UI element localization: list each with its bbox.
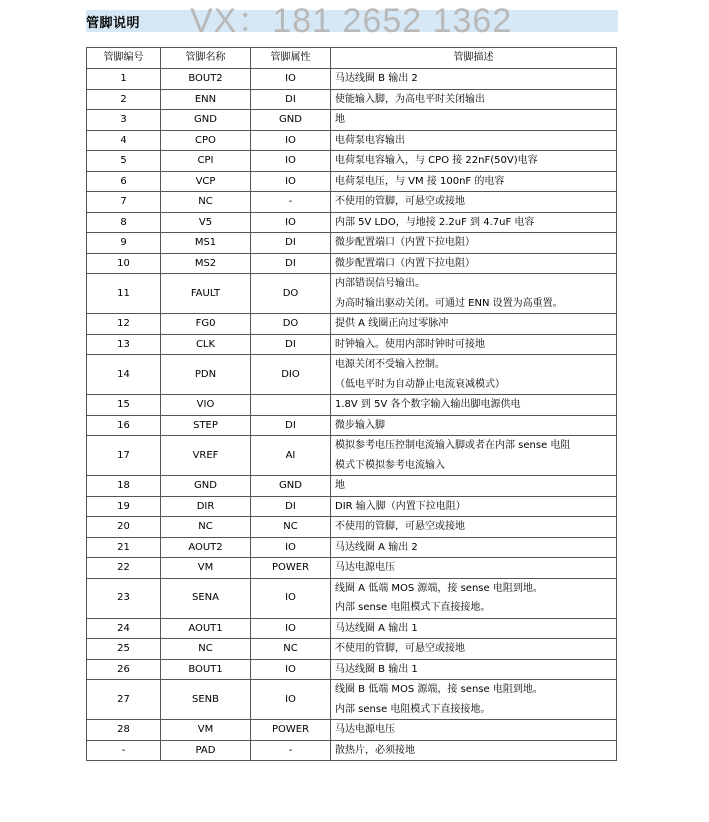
- description-line: 电源关闭不受输入控制。: [335, 359, 445, 370]
- cell-pin-number: -: [87, 740, 161, 761]
- description-line: 不使用的管脚，可悬空或接地: [335, 521, 465, 532]
- cell-pin-attribute: IO: [251, 69, 331, 90]
- cell-pin-number: 4: [87, 130, 161, 151]
- cell-pin-number: 16: [87, 415, 161, 436]
- cell-pin-attribute: -: [251, 740, 331, 761]
- cell-pin-name: MS2: [161, 253, 251, 274]
- cell-pin-name: CPI: [161, 151, 251, 172]
- description-line: 1.8V 到 5V 各个数字输入输出脚电源供电: [335, 399, 521, 410]
- cell-pin-name: NC: [161, 192, 251, 213]
- table-row: [87, 110, 617, 131]
- description-line: 电荷泵电压，与 VM 接 100nF 的电容: [335, 175, 505, 187]
- cell-pin-number: 2: [87, 89, 161, 110]
- cell-pin-number: 13: [87, 334, 161, 355]
- cell-pin-description: [331, 89, 617, 110]
- header-pin-number: 管脚编号: [87, 48, 161, 69]
- cell-pin-attribute: GND: [251, 476, 331, 497]
- table-row: [87, 436, 617, 476]
- cell-pin-number: 12: [87, 314, 161, 335]
- header-pin-description: 管脚描述: [331, 48, 617, 69]
- cell-pin-description: [331, 639, 617, 660]
- cell-pin-name: CPO: [161, 130, 251, 151]
- cell-pin-name: BOUT2: [161, 69, 251, 90]
- cell-pin-number: 10: [87, 253, 161, 274]
- cell-pin-number: 5: [87, 151, 161, 172]
- cell-pin-description: [331, 334, 617, 355]
- cell-pin-name: VM: [161, 720, 251, 741]
- cell-pin-description: [331, 517, 617, 538]
- cell-pin-attribute: IO: [251, 151, 331, 172]
- cell-pin-description: [331, 578, 617, 618]
- cell-pin-attribute: DO: [251, 274, 331, 314]
- cell-pin-description: [331, 680, 617, 720]
- table-row: [87, 334, 617, 355]
- cell-pin-name: NC: [161, 517, 251, 538]
- cell-pin-number: 8: [87, 212, 161, 233]
- cell-pin-attribute: DI: [251, 89, 331, 110]
- cell-pin-name: V5: [161, 212, 251, 233]
- table-row: [87, 740, 617, 761]
- table-row: [87, 355, 617, 395]
- description-line: 线圈 B 低端 MOS 源端，接 sense 电阻到地。: [335, 684, 543, 695]
- cell-pin-description: [331, 274, 617, 314]
- description-line: （低电平时为自动静止电流衰减模式）: [335, 378, 505, 390]
- description-line: 使能输入脚，为高电平时关闭输出: [335, 93, 485, 105]
- cell-pin-name: AOUT1: [161, 618, 251, 639]
- description-line: 电荷泵电容输出: [335, 134, 405, 146]
- cell-pin-attribute: DI: [251, 496, 331, 517]
- cell-pin-attribute: IO: [251, 578, 331, 618]
- description-line: 提供 A 线圈正向过零脉冲: [335, 318, 449, 329]
- cell-pin-attribute: DI: [251, 253, 331, 274]
- cell-pin-attribute: DI: [251, 415, 331, 436]
- table-row: [87, 659, 617, 680]
- table-row: [87, 274, 617, 314]
- watermark: VX：181 2652 1362: [190, 2, 513, 40]
- cell-pin-number: 27: [87, 680, 161, 720]
- cell-pin-number: 20: [87, 517, 161, 538]
- cell-pin-name: GND: [161, 110, 251, 131]
- cell-pin-number: 18: [87, 476, 161, 497]
- cell-pin-description: [331, 355, 617, 395]
- description-line: 地: [335, 114, 345, 125]
- cell-pin-name: AOUT2: [161, 537, 251, 558]
- description-line: 线圈 A 低端 MOS 源端，接 sense 电阻到地。: [335, 582, 543, 594]
- cell-pin-description: [331, 618, 617, 639]
- cell-pin-attribute: NC: [251, 639, 331, 660]
- header-pin-name: 管脚名称: [161, 48, 251, 69]
- cell-pin-description: [331, 314, 617, 335]
- table-row: [87, 192, 617, 213]
- description-line: 不使用的管脚，可悬空或接地: [335, 643, 465, 654]
- description-line: 马达线圈 A 输出 2: [335, 541, 418, 553]
- table-row: [87, 578, 617, 618]
- cell-pin-attribute: IO: [251, 618, 331, 639]
- cell-pin-name: VIO: [161, 395, 251, 416]
- table-header-row: [87, 48, 617, 69]
- table-row: [87, 233, 617, 254]
- cell-pin-description: [331, 476, 617, 497]
- table-row: [87, 253, 617, 274]
- description-line: 内部 sense 电阻模式下直接接地。: [335, 602, 491, 613]
- cell-pin-number: 24: [87, 618, 161, 639]
- cell-pin-name: BOUT1: [161, 659, 251, 680]
- cell-pin-name: VM: [161, 558, 251, 579]
- description-line: 地: [335, 480, 345, 491]
- cell-pin-number: 9: [87, 233, 161, 254]
- cell-pin-description: [331, 233, 617, 254]
- cell-pin-number: 23: [87, 578, 161, 618]
- cell-pin-attribute: IO: [251, 680, 331, 720]
- description-line: 内部 5V LDO，与地接 2.2uF 到 4.7uF 电容: [335, 216, 535, 228]
- cell-pin-description: [331, 558, 617, 579]
- table-row: [87, 537, 617, 558]
- table-row: [87, 395, 617, 416]
- cell-pin-description: [331, 415, 617, 436]
- cell-pin-name: SENB: [161, 680, 251, 720]
- table-row: [87, 496, 617, 517]
- cell-pin-attribute: DO: [251, 314, 331, 335]
- cell-pin-description: [331, 720, 617, 741]
- description-line: 模式下模拟参考电流输入: [335, 459, 445, 471]
- cell-pin-number: 22: [87, 558, 161, 579]
- cell-pin-attribute: POWER: [251, 720, 331, 741]
- cell-pin-description: [331, 537, 617, 558]
- cell-pin-number: 3: [87, 110, 161, 131]
- cell-pin-description: [331, 151, 617, 172]
- description-line: 微步输入脚: [335, 419, 385, 431]
- cell-pin-attribute: AI: [251, 436, 331, 476]
- description-line: 马达线圈 B 输出 2: [335, 73, 418, 84]
- description-line: 不使用的管脚，可悬空或接地: [335, 196, 465, 207]
- table-row: [87, 639, 617, 660]
- cell-pin-description: [331, 253, 617, 274]
- cell-pin-description: [331, 192, 617, 213]
- table-row: [87, 212, 617, 233]
- cell-pin-description: [331, 436, 617, 476]
- cell-pin-name: VCP: [161, 171, 251, 192]
- cell-pin-name: NC: [161, 639, 251, 660]
- description-line: 马达电源电压: [335, 562, 395, 573]
- cell-pin-attribute: DI: [251, 233, 331, 254]
- table-row: [87, 517, 617, 538]
- table-row: [87, 680, 617, 720]
- cell-pin-number: 1: [87, 69, 161, 90]
- cell-pin-description: [331, 69, 617, 90]
- cell-pin-number: 19: [87, 496, 161, 517]
- table-row: [87, 415, 617, 436]
- cell-pin-name: PDN: [161, 355, 251, 395]
- cell-pin-attribute: IO: [251, 212, 331, 233]
- description-line: DIR 输入脚（内置下拉电阻）: [335, 500, 466, 512]
- description-line: 微步配置端口（内置下拉电阻）: [335, 237, 475, 248]
- cell-pin-number: 21: [87, 537, 161, 558]
- description-line: 内部 sense 电阻模式下直接接地。: [335, 703, 491, 715]
- cell-pin-attribute: IO: [251, 130, 331, 151]
- cell-pin-description: [331, 740, 617, 761]
- cell-pin-number: 7: [87, 192, 161, 213]
- cell-pin-attribute: IO: [251, 659, 331, 680]
- cell-pin-name: VREF: [161, 436, 251, 476]
- cell-pin-number: 26: [87, 659, 161, 680]
- table-row: [87, 314, 617, 335]
- description-line: 散热片，必须接地: [335, 744, 415, 756]
- cell-pin-attribute: NC: [251, 517, 331, 538]
- cell-pin-name: GND: [161, 476, 251, 497]
- pin-table: [86, 47, 617, 761]
- cell-pin-description: [331, 171, 617, 192]
- description-line: 内部错误信号输出。: [335, 278, 425, 289]
- cell-pin-number: 6: [87, 171, 161, 192]
- table-row: [87, 151, 617, 172]
- cell-pin-number: 17: [87, 436, 161, 476]
- table-row: [87, 89, 617, 110]
- cell-pin-name: DIR: [161, 496, 251, 517]
- cell-pin-number: 28: [87, 720, 161, 741]
- cell-pin-description: [331, 496, 617, 517]
- table-row: [87, 171, 617, 192]
- cell-pin-description: [331, 212, 617, 233]
- cell-pin-name: ENN: [161, 89, 251, 110]
- description-line: 微步配置端口（内置下拉电阻）: [335, 257, 475, 269]
- cell-pin-name: STEP: [161, 415, 251, 436]
- table-row: [87, 130, 617, 151]
- cell-pin-description: [331, 130, 617, 151]
- cell-pin-attribute: DI: [251, 334, 331, 355]
- section-title: 管脚说明: [86, 16, 141, 31]
- cell-pin-number: 14: [87, 355, 161, 395]
- description-line: 模拟参考电压控制电流输入脚或者在内部 sense 电阻: [335, 440, 571, 451]
- cell-pin-name: FG0: [161, 314, 251, 335]
- cell-pin-name: CLK: [161, 334, 251, 355]
- table-row: [87, 558, 617, 579]
- description-line: 电荷泵电容输入，与 CPO 接 22nF(50V)电容: [335, 155, 538, 166]
- cell-pin-description: [331, 395, 617, 416]
- cell-pin-attribute: IO: [251, 171, 331, 192]
- table-body: [87, 69, 617, 761]
- cell-pin-attribute: IO: [251, 537, 331, 558]
- description-line: 马达电源电压: [335, 724, 395, 735]
- table-row: [87, 69, 617, 90]
- cell-pin-attribute: GND: [251, 110, 331, 131]
- cell-pin-name: MS1: [161, 233, 251, 254]
- cell-pin-number: 15: [87, 395, 161, 416]
- table-row: [87, 720, 617, 741]
- description-line: 时钟输入。使用内部时钟时可接地: [335, 338, 485, 350]
- header-pin-attribute: 管脚属性: [251, 48, 331, 69]
- cell-pin-number: 25: [87, 639, 161, 660]
- table-row: [87, 618, 617, 639]
- cell-pin-attribute: -: [251, 192, 331, 213]
- cell-pin-description: [331, 659, 617, 680]
- cell-pin-attribute: POWER: [251, 558, 331, 579]
- cell-pin-attribute: DIO: [251, 355, 331, 395]
- cell-pin-name: FAULT: [161, 274, 251, 314]
- cell-pin-number: 11: [87, 274, 161, 314]
- description-line: 马达线圈 A 输出 1: [335, 622, 418, 634]
- cell-pin-description: [331, 110, 617, 131]
- description-line: 为高时输出驱动关闭。可通过 ENN 设置为高重置。: [335, 297, 563, 309]
- cell-pin-attribute: [251, 395, 331, 416]
- description-line: 马达线圈 B 输出 1: [335, 663, 418, 675]
- cell-pin-name: SENA: [161, 578, 251, 618]
- cell-pin-name: PAD: [161, 740, 251, 761]
- table-row: [87, 476, 617, 497]
